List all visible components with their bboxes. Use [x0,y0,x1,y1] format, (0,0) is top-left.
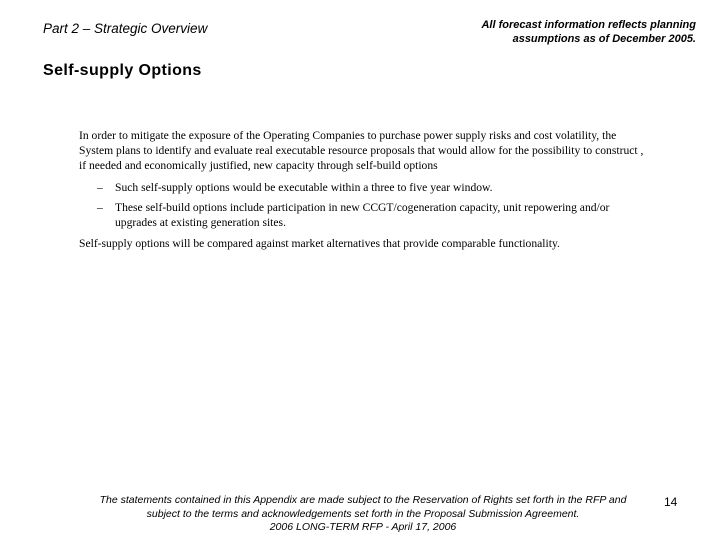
bullet-text: Such self-supply options would be executable within a three to five year window. [115,181,493,194]
intro-paragraph: In order to mitigate the exposure of the Operating Companies to purchase power supply risks and cost volatility, the System plans to identify and evaluate real executable resource proposals that would allow for the possibility to construct , if needed and economically justified, new capacity through self-build options [79,129,644,172]
page-title: Self-supply Options [43,62,202,79]
section-header: Part 2 – Strategic Overview [43,21,208,36]
bullet-text: These self-build options include participation in new CCGT/cogeneration capacity, unit repowering and/or upgrades at existing generation sites. [115,201,610,229]
dash-bullet-icon: – [97,181,103,194]
footer-line1: The statements contained in this Appendix are made subject to the Reservation of Rights set forth in the RFP and [99,494,627,506]
bullet-item [79,200,644,230]
forecast-disclaimer [406,18,696,46]
page-number: 14 [664,495,678,509]
closing-paragraph: Self-supply options will be compared against market alternatives that provide comparable functionality. [79,237,560,250]
body-content [79,128,644,251]
bullet-list [79,180,644,230]
dash-bullet-icon: – [97,201,103,214]
forecast-disclaimer-line2: assumptions as of December 2005. [512,33,696,45]
footer-line3: 2006 LONG-TERM RFP - April 17, 2006 [269,521,457,533]
footer-line2: subject to the terms and acknowledgements set forth in the Proposal Submission Agreement. [146,507,580,520]
footer-disclaimer [80,494,646,535]
forecast-disclaimer-line1: All forecast information reflects planning [481,19,696,31]
bullet-item [79,180,644,195]
